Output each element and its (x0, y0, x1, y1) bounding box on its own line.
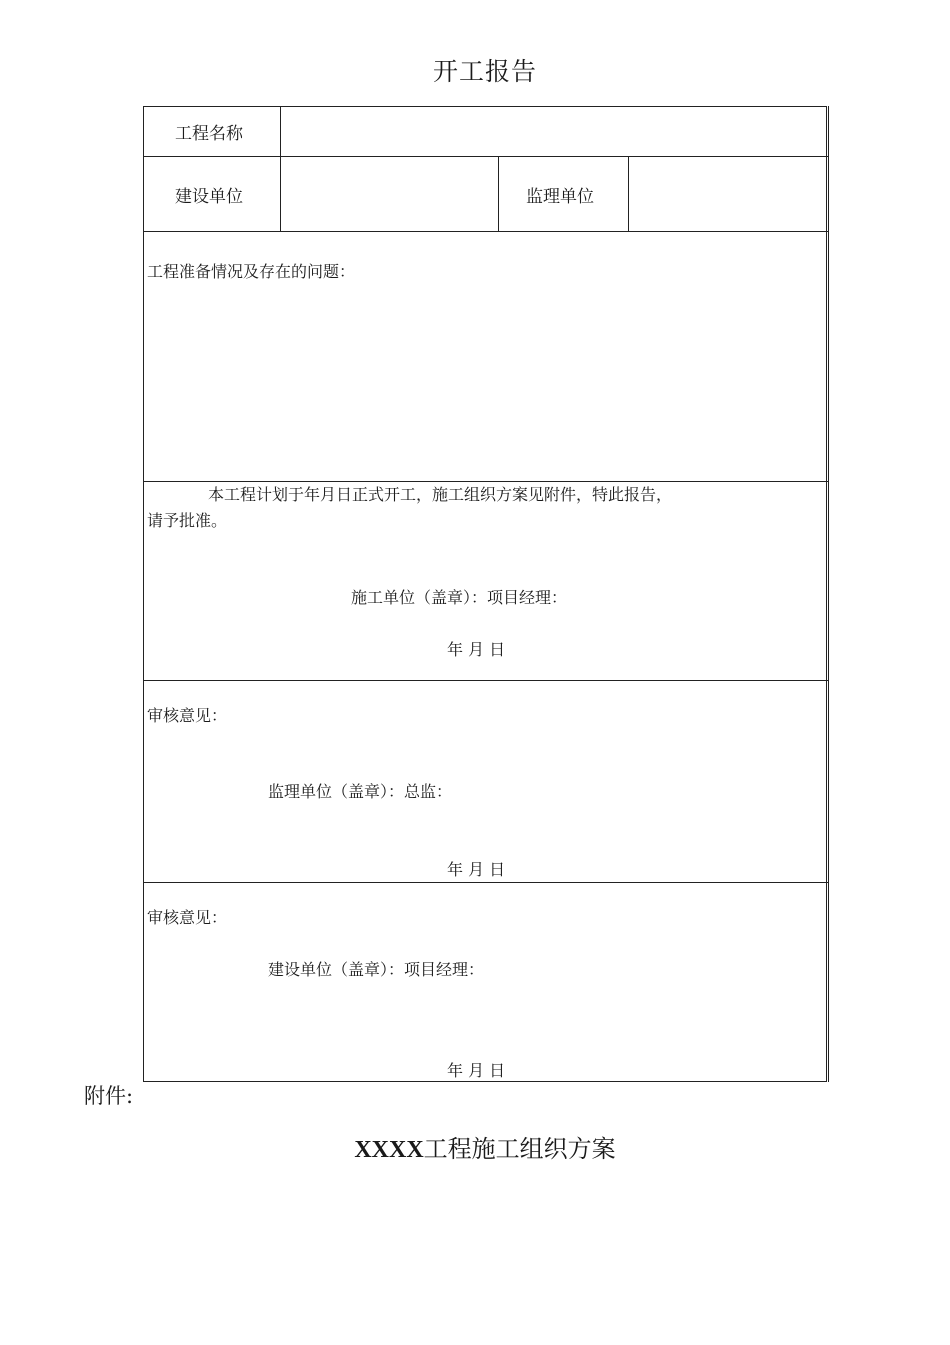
column-divider-label (280, 106, 281, 231)
plan-statement-line1: 本工程计划于年月日正式开工，施工组织方案见附件，特此报告， (208, 485, 673, 504)
supervisor-signature-line: 监理单位（盖章）：总监： (268, 782, 453, 801)
column-divider-middle (498, 156, 499, 231)
row-divider-units (143, 231, 828, 232)
contractor-date-line: 年 月 日 (447, 640, 506, 659)
builder-label: 建设单位 (175, 187, 243, 207)
preparation-label: 工程准备情况及存在的问题： (147, 262, 356, 281)
builder-signature-line: 建设单位（盖章）：项目经理： (268, 960, 485, 979)
report-title: 开工报告 (432, 57, 537, 86)
attachment-label: 附件: (84, 1084, 134, 1108)
row-divider-plan (143, 680, 828, 681)
column-divider-supervisor (628, 156, 629, 231)
builder-date-line: 年 月 日 (447, 1061, 506, 1080)
scheme-title-text: 工程施工组织方案 (423, 1135, 616, 1163)
table-outer-border (828, 106, 829, 1082)
row-divider-supervisor-review (143, 882, 828, 883)
contractor-signature-line: 施工单位（盖章）：项目经理： (351, 588, 568, 607)
attachment-scheme-title (0, 1129, 950, 1164)
supervisor-label: 监理单位 (526, 187, 594, 207)
supervisor-review-label: 审核意见： (147, 706, 228, 725)
plan-statement-line2: 请予批准。 (147, 511, 228, 530)
supervisor-date-line: 年 月 日 (447, 860, 506, 879)
builder-review-label: 审核意见： (147, 908, 228, 927)
project-name-label: 工程名称 (175, 124, 243, 144)
scheme-project-placeholder: XXXX (354, 1137, 424, 1163)
row-divider-project-name (143, 156, 828, 157)
